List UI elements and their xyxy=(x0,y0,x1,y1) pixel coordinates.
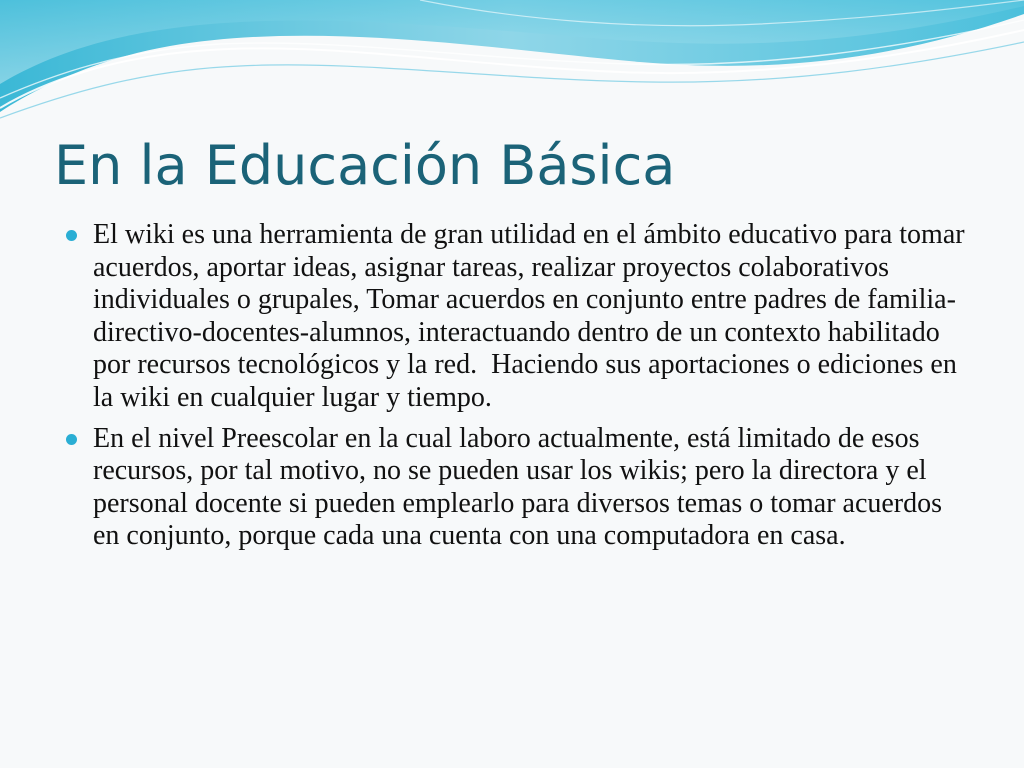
bullet-list xyxy=(93,219,973,561)
bullet-dot-icon xyxy=(66,434,77,445)
bullet-dot-icon xyxy=(66,230,77,241)
bullet-text: El wiki es una herramienta de gran utilidad en el ámbito educativo para tomar acuerdos, aportar ideas, asignar tareas, realizar proyectos colaborativos individuales o grupales, Tomar acuerdos en conjunto entre padres de familia-directivo-docentes-alumnos, interactuando dentro de un contexto habilitado por recursos tecnológicos y la red. Haciendo sus aportaciones o ediciones en la wiki en cualquier lugar y tiempo. xyxy=(93,219,972,413)
slide-title: En la Educación Básica xyxy=(54,134,676,197)
bullet-text: En el nivel Preescolar en la cual laboro actualmente, está limitado de esos recursos, por tal motivo, no se pueden usar los wikis; pero la directora y el personal docente si pueden emplearlo para diversos temas o tomar acuerdos en conjunto, porque cada una cuenta con una computadora en casa. xyxy=(93,422,950,552)
bullet-item xyxy=(93,423,973,553)
bullet-item xyxy=(93,219,973,415)
wave-header-decoration xyxy=(0,0,1024,130)
